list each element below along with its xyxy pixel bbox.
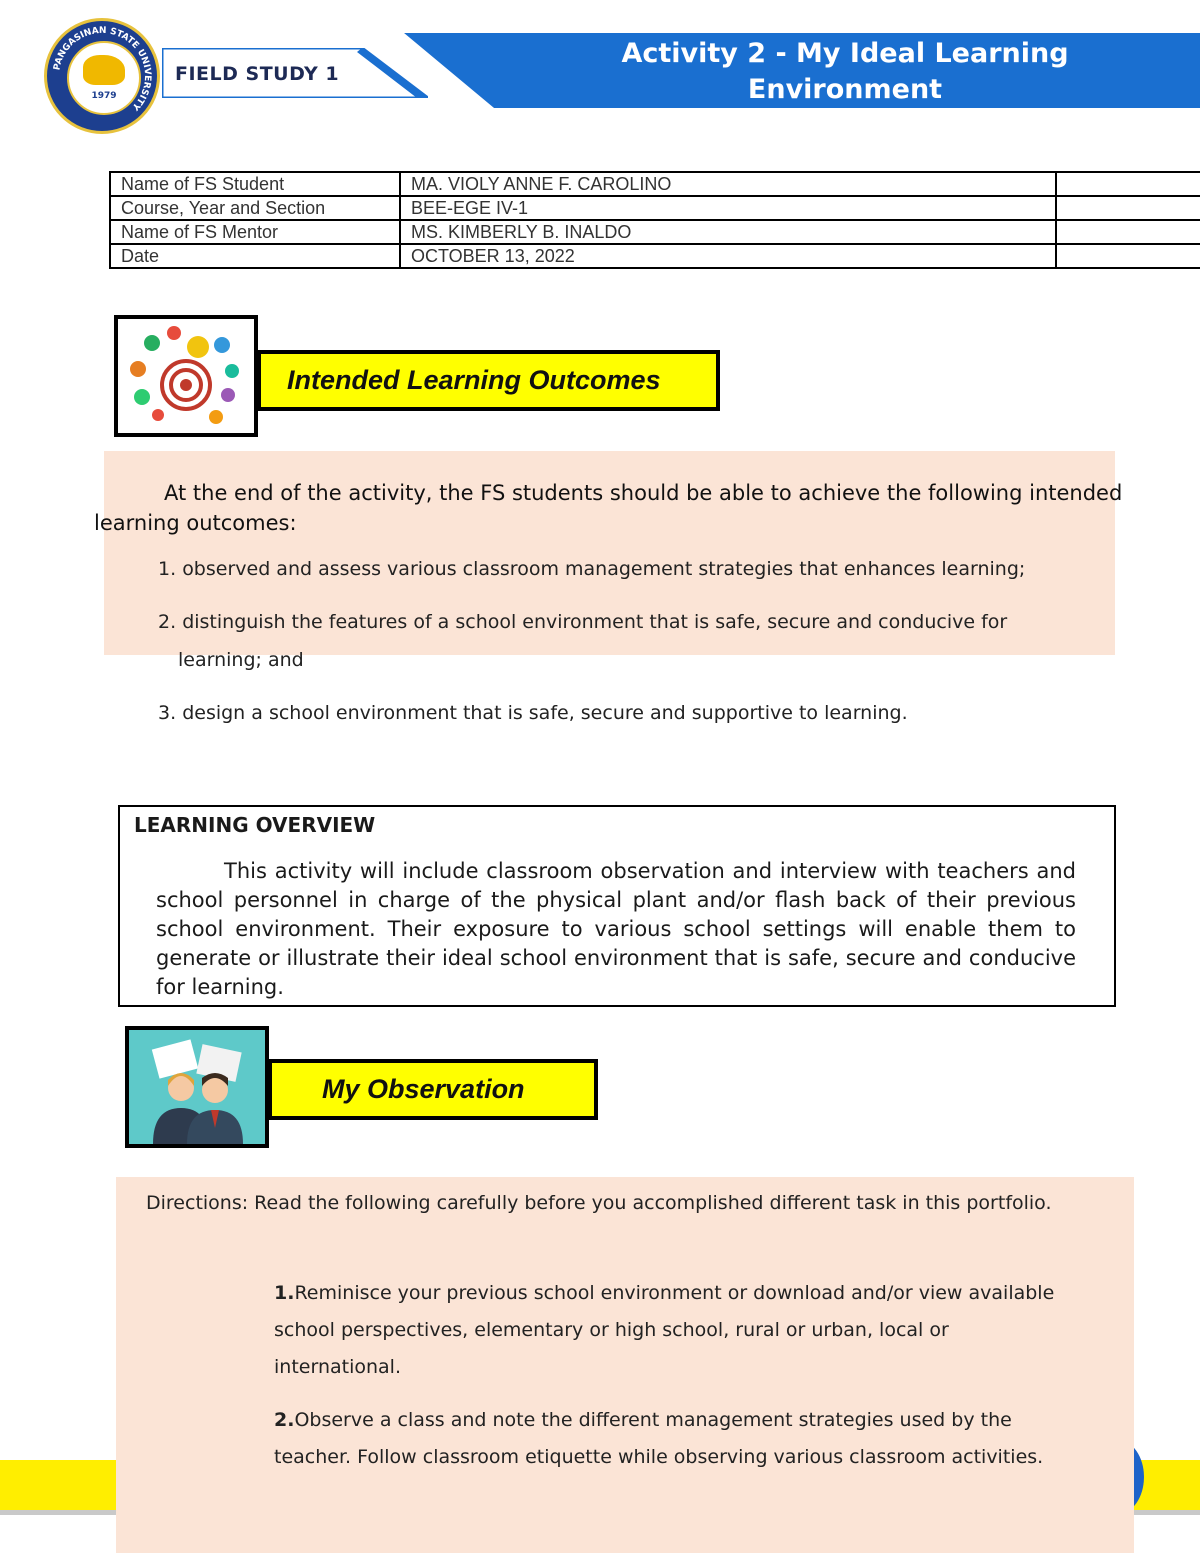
overview-paragraph: This activity will include classroom observation and interview with teachers and school personnel in charge of the physical plant and/or flash back of their previous school environment. Their exposure to various school settings will enable them to generate or illustrate their ideal school environment that is safe, secure and conducive for learning. — [156, 859, 1076, 999]
list-item — [158, 608, 1007, 636]
overview-title: LEARNING OVERVIEW — [134, 813, 376, 837]
table-row — [110, 196, 1200, 220]
info-value: MA. VIOLY ANNE F. CAROLINO — [400, 172, 1056, 196]
title-line-2: Environment — [747, 74, 943, 105]
info-label: Course, Year and Section — [110, 196, 400, 220]
list-item — [274, 1402, 1074, 1476]
seal-year: 1979 — [91, 91, 117, 101]
info-extra — [1056, 244, 1200, 268]
info-extra — [1056, 220, 1200, 244]
item-text: learning; and — [178, 649, 304, 671]
table-row — [110, 172, 1200, 196]
list-item — [158, 555, 1025, 583]
outcomes-heading: Intended Learning Outcomes — [257, 350, 720, 411]
item-text: Observe a class and note the different management strategies used by the teacher. Follow classroom etiquette while observing various classroom activities. — [274, 1409, 1044, 1468]
target-icon — [118, 319, 254, 433]
seal-emblem — [67, 41, 141, 115]
overview-text — [156, 857, 1076, 1002]
info-value: OCTOBER 13, 2022 — [400, 244, 1056, 268]
item-text: Reminisce your previous school environment or download and/or view available school perspectives, elementary or high school, rural or urban, local or international. — [274, 1282, 1055, 1378]
info-label: Date — [110, 244, 400, 268]
item-number: 2. — [158, 611, 177, 633]
list-item — [274, 1275, 1074, 1386]
item-text: observed and assess various classroom management strategies that enhances learning; — [182, 558, 1026, 580]
student-info-table — [109, 171, 1200, 269]
list-item-continuation — [178, 646, 304, 674]
info-value: MS. KIMBERLY B. INALDO — [400, 220, 1056, 244]
lion-icon — [83, 55, 125, 85]
title-line-1: Activity 2 - My Ideal Learning — [621, 38, 1069, 69]
item-number: 2. — [274, 1409, 295, 1431]
directions-text: Directions: Read the following carefully before you accomplished different task in this portfolio. — [146, 1192, 1052, 1214]
info-label: Name of FS Student — [110, 172, 400, 196]
observation-heading: My Observation — [268, 1059, 598, 1120]
table-row — [110, 220, 1200, 244]
item-number: 3. — [158, 702, 177, 724]
outcomes-intro — [94, 478, 1154, 538]
directions-list — [274, 1275, 1074, 1492]
seal-name: PANGASINAN STATE UNIVERSITY — [52, 25, 153, 112]
info-extra — [1056, 172, 1200, 196]
info-extra — [1056, 196, 1200, 220]
info-label: Name of FS Mentor — [110, 220, 400, 244]
outcomes-intro-text: At the end of the activity, the FS students should be able to achieve the following intended learning outcomes: — [94, 481, 1123, 535]
university-seal — [44, 18, 160, 134]
outcomes-icon-box — [114, 315, 258, 437]
item-text: distinguish the features of a school environment that is safe, secure and conducive for — [182, 611, 1008, 633]
observation-icon-box — [125, 1026, 269, 1148]
info-value: BEE-EGE IV-1 — [400, 196, 1056, 220]
item-text: design a school environment that is safe, secure and supportive to learning. — [182, 702, 908, 724]
item-number: 1. — [158, 558, 177, 580]
list-item — [158, 699, 908, 727]
table-row — [110, 244, 1200, 268]
item-number: 1. — [274, 1282, 295, 1304]
page-title — [570, 36, 1120, 108]
course-label: FIELD STUDY 1 — [175, 63, 340, 85]
people-icon — [129, 1030, 265, 1144]
